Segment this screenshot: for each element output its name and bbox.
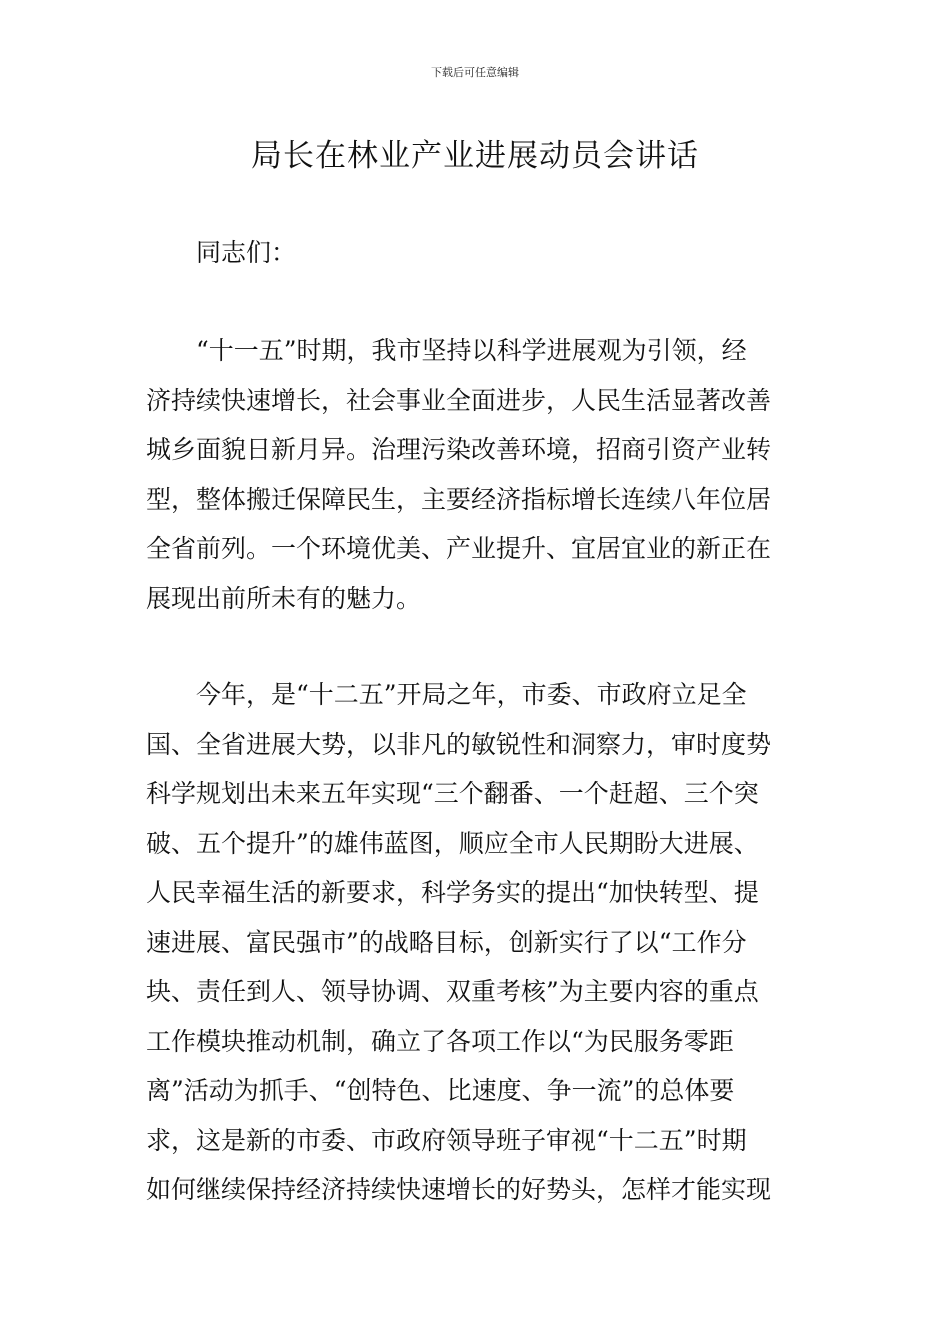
paragraph-line: 工作模块推动机制，确立了各项工作以“为民服务零距 — [146, 1026, 734, 1056]
paragraph-2 — [146, 670, 806, 1215]
paragraph-line: 全省前列。一个环境优美、产业提升、宜居宜业的新正在 — [146, 534, 772, 563]
paragraph-line: 人民幸福生活的新要求，科学务实的提出“加快转型、提 — [146, 878, 759, 907]
document-title: 局长在林业产业进展动员会讲话 — [251, 138, 699, 174]
paragraph-line: 展现出前所未有的魅力。 — [146, 583, 422, 613]
paragraph-line: “十一五”时期，我市坚持以科学进展观为引领，经 — [196, 336, 747, 365]
salutation-text: 同志们： — [196, 238, 297, 267]
paragraph-line: 求，这是新的市委、市政府领导班子审视“十二五”时期 — [146, 1125, 747, 1155]
paragraph-line: 济持续快速增长，社会事业全面进步，人民生活显著改善 — [146, 385, 772, 415]
paragraph-line: 块、责任到人、领导协调、双重考核”为主要内容的重点 — [146, 977, 759, 1006]
paragraph-line: 今年，是“十二五”开局之年，市委、市政府立足全 — [196, 680, 747, 709]
salutation — [146, 228, 806, 278]
paragraph-line: 速进展、富民强市”的战略目标，创新实行了以“工作分 — [146, 927, 747, 957]
paragraph-line: 破、五个提升”的雄伟蓝图，顺应全市人民期盼大进展、 — [146, 828, 759, 858]
header-note: 下载后可任意编辑 — [431, 66, 519, 79]
paragraph-line: 型，整体搬迁保障民生，主要经济指标增长连续八年位居 — [146, 484, 772, 514]
paragraph-1 — [146, 326, 806, 623]
paragraph-line: 科学规划出未来五年实现“三个翻番、一个赶超、三个突 — [146, 779, 759, 808]
paragraph-line: 如何继续保持经济持续快速增长的好势头，怎样才能实现 — [146, 1175, 772, 1204]
paragraph-line: 离”活动为抓手、“创特色、比速度、争一流”的总体要 — [146, 1076, 735, 1105]
paragraph-line: 城乡面貌日新月异。治理污染改善环境，招商引资产业转 — [146, 435, 772, 464]
paragraph-line: 国、全省进展大势，以非凡的敏锐性和洞察力，审时度势 — [146, 729, 772, 759]
